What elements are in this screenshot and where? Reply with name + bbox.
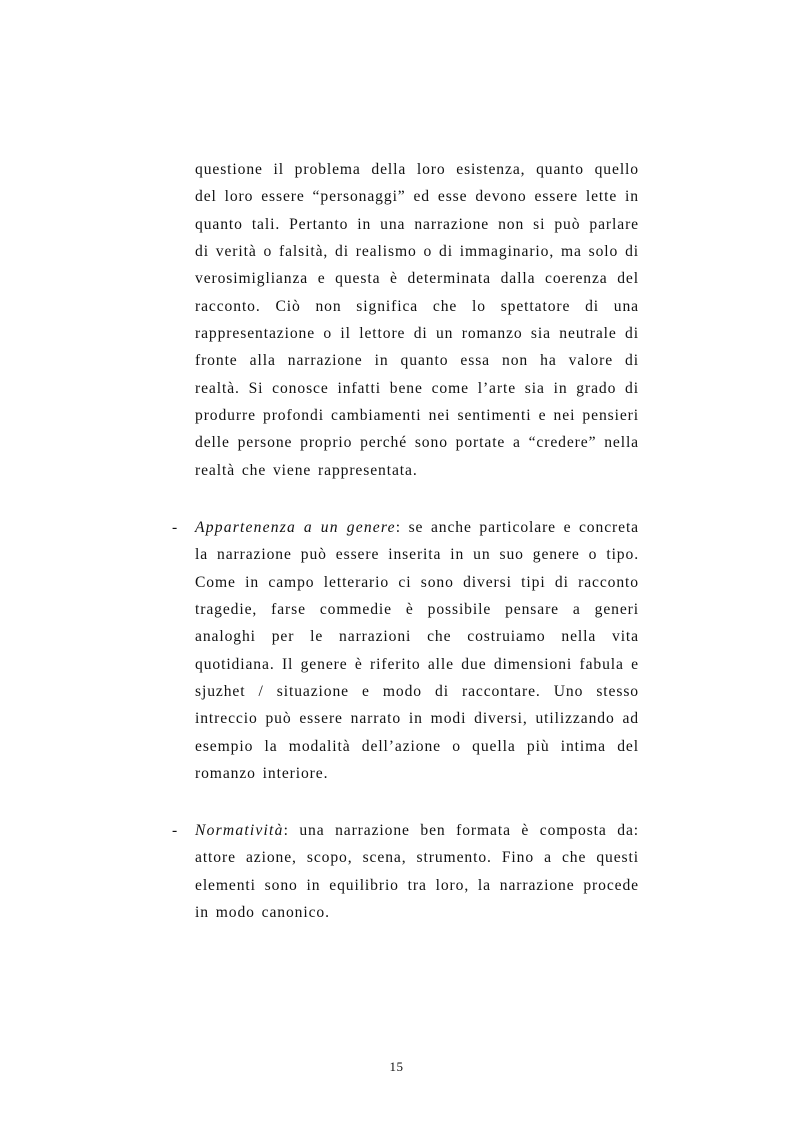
paragraph-text: questione il problema della loro esistenza, quanto quello del loro essere “personaggi” ed esse devono essere lette in quanto tali. Pertanto in una narrazione non si può parlare di verità o falsità, di realismo o di immaginario, ma solo di verosimiglianza e questa è determinata dalla coerenza del racconto. Ciò non significa che lo spettatore di una rappresentazione o il lettore di un romanzo sia neutrale di fronte alla narrazione in quanto essa non ha valore di realtà. Si conosce infatti bene come l’arte sia in grado di produrre profondi cambiamenti nei sentimenti e nei pensieri delle persone proprio perché sono portate a “credere” nella realtà che viene rappresentata.	[195, 161, 639, 479]
list-item-term: Normatività	[195, 822, 284, 839]
page-number: 15	[389, 1059, 404, 1074]
list-item-normativity	[195, 817, 639, 926]
list-item-text: : una narrazione ben formata è composta da: attore azione, scopo, scena, strumento. Fino a che questi elementi sono in equilibrio tra loro, la narrazione procede in modo canonico.	[195, 822, 639, 922]
list-bullet: -	[172, 519, 178, 536]
list-item-text: : se anche particolare e concreta la narrazione può essere inserita in un suo genere o tipo. Come in campo letterario ci sono diversi tipi di racconto tragedie, farse commedie è possibile pensare a generi analoghi per le narrazioni che costruiamo nella vita quotidiana. Il genere è riferito alle due dimensioni fabula e sjuzhet / situazione e modo di raccontare. Uno stesso intreccio può essere narrato in modi diversi, utilizzando ad esempio la modalità dell’azione o quella più intima del romanzo interiore.	[195, 519, 639, 783]
list-item-genre	[195, 514, 639, 787]
list-item-term: Appartenenza a un genere	[195, 519, 396, 536]
list-bullet: -	[172, 822, 178, 839]
continuation-paragraph	[195, 156, 639, 484]
